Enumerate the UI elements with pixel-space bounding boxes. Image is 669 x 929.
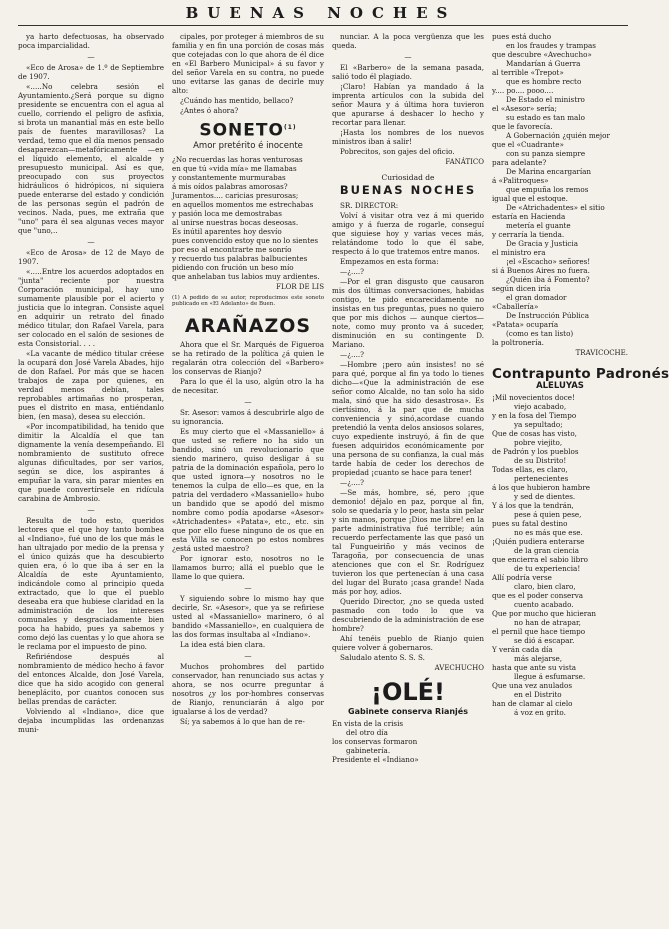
paragraph: ya harto defectuosas, ha observado poca imparcialidad. bbox=[18, 32, 164, 50]
verse-line: Que por mucho que hicieran bbox=[492, 609, 597, 618]
paragraph: «.....Entre los acuerdos adoptados en "junta" reciente por nuestra Corporación municipal, hay uno sumamente plausible por el acierto y justicia que lo integran. Consiste aquel en adquirir un retrato del finado médico titular, don Rafael Varela, para ser colocado en el salón de sesiones de esta Consistorial. . . . bbox=[18, 267, 164, 348]
verse-line: y pasión loca me demostrabas bbox=[172, 208, 282, 218]
verse-line: cuento acabado. bbox=[514, 600, 574, 609]
verse-line: claro, bien claro, bbox=[514, 582, 576, 591]
paragraph: Es muy cierto que el «Massaniello» á que usted se refiere no ha sido un bandido, sinó un revolucionario que siendo marinero, quiso desligar á su patria de la dominación española, pero lo que usted ignora—y nosotros no le tenemos la culpa de ello—es que, en la patria del verdadero «Massaniello» hubo un bandido que se apodó del mismo nombre como podía apodarse «Asesor» «Atrichadentes» «Patata», etc., etc. sin que por ello fuese ninguno de os que en esta Villa se conocen po estos nombres ¿está usted maestro? bbox=[172, 426, 324, 553]
aranazos-heading: ARAÑAZOS bbox=[184, 314, 312, 337]
paragraph: —¿....? bbox=[340, 478, 365, 487]
paragraph: nunciar. A la poca vergüenza que les queda. bbox=[332, 32, 484, 50]
verse-line: ya sepultado; bbox=[514, 420, 563, 429]
verse-line: y constantemente murmurabas bbox=[172, 172, 286, 182]
verse-line: igual que el estoque. bbox=[492, 194, 568, 203]
soneto-subtitle: Amor pretérito é inocente bbox=[193, 140, 303, 151]
paragraph: La idea está bien clara. bbox=[180, 639, 266, 649]
verse-line: pese á quien pese, bbox=[514, 510, 582, 519]
verse-line: se dió á escapar. bbox=[514, 636, 575, 645]
ole-heading: ¡OLÉ! bbox=[371, 678, 445, 706]
verse-line: De Estado el ministro bbox=[506, 95, 585, 104]
verse-line: De «Atrichadentes» el sitio bbox=[506, 203, 605, 212]
verse-line: su estado es tan malo bbox=[506, 113, 585, 122]
paragraph: —Hombre ¡pero aún insistes! no sé para qué, porque al fin ya todo lo tienes dicho—«Que la administración de ese señor como Alcalde, no tan solo ha sido mala, sinó que ha sido desastrosa». Es ciertísimo, á la par que de mucha conveniencia y sinó,acordase cuando pretendió la venta delos ansiosos solares, cuyo expediente instruyó, á fin de que fuesen adquiridos económicamente por una persona de su confianza, la cual más tarde había de ceder los derechos de propiedad ¡cuanto se hace para tener! bbox=[332, 360, 484, 477]
paragraph: Ahí tenéis pueblo de Rianjo quien quiere volver á gobernaros. bbox=[332, 634, 484, 652]
paragraph: Volviendo al «Indiano», dice que dejaba incumplidas las ordenanzas muni- bbox=[18, 707, 164, 734]
verse-line: según dicen iría bbox=[492, 284, 551, 293]
verse-line: si á Buenos Aires no fuera. bbox=[492, 266, 590, 275]
verse-line: Todas ellas, es claro, bbox=[492, 465, 568, 474]
column-2 bbox=[172, 32, 324, 924]
paragraph: Pobrecitos, son gajes del oficio. bbox=[340, 147, 455, 156]
verse-line: el pernil que hace tiempo bbox=[492, 627, 586, 636]
separator-dash: — bbox=[87, 237, 95, 246]
verse-line: ¡Mil novecientos doce! bbox=[492, 393, 575, 402]
verse-line: A Gobernación ¿quién mejor bbox=[506, 131, 610, 140]
verse-line: «Patata» ocuparía bbox=[492, 320, 559, 329]
paragraph: Muchos prohombres del partido conservador, han renunciado sus actas y ahora, se nos ocurre preguntar á nosotros ¿y los por-hombres conservas de Rianjo, renunciarán á algo por igualarse á los de verdad? bbox=[172, 661, 324, 716]
verse-line: que es hombre recto bbox=[506, 77, 582, 86]
verse-line: hasta que ante su vista bbox=[492, 663, 576, 672]
separator-dash: — bbox=[404, 52, 412, 61]
separator-dash: — bbox=[87, 505, 95, 514]
paragraph: Por ignorar esto, nosotros no le llamamos burro; allá el pueblo que le llame lo que quiera. bbox=[172, 553, 324, 581]
paragraph: ¡Claro! Habían ya mandado á la imprenta artículos con la subida del señor Maura y á última hora tuvieron que apurarse á deshacer lo hecho y recortar para llenar. bbox=[332, 82, 484, 127]
verse-line: pues convencido estoy que no lo sientes bbox=[172, 235, 319, 245]
column-1 bbox=[18, 32, 164, 924]
soneto-heading: SONETO$^{(1)}$ bbox=[199, 120, 297, 141]
verse-line: á los que hubieron hambre bbox=[492, 483, 591, 492]
verse-line: Allí podría verse bbox=[492, 573, 552, 582]
verse-line: Mandarían á Guerra bbox=[506, 59, 581, 68]
verse-line: De Instrucción Pública bbox=[506, 311, 589, 320]
masthead-rule bbox=[18, 25, 628, 26]
verse-line: estaría en Hacienda bbox=[492, 212, 566, 221]
paragraph: Ahora que el Sr. Marqués de Figueroa se ha retirado de la política ¿á quien le regalarán otra colección del «Barbero» los conservas de Rianjo? bbox=[172, 339, 324, 376]
verse-line: pues su fatal destino bbox=[492, 519, 568, 528]
verse-line: y en la fosa del Tiempo bbox=[492, 411, 577, 420]
paragraph: Sr. Asesor: vamos á descubrirle algo de su ignorancia. bbox=[172, 407, 324, 426]
verse-line: y cerraría la tienda. bbox=[492, 230, 565, 239]
verse-line: Que una vez anulados bbox=[492, 681, 573, 690]
paragraph: «Eco de Arosa» de 12 de Mayo de 1907. bbox=[18, 248, 164, 266]
verse-line: en que tú «vida mía» me llamabas bbox=[172, 163, 297, 173]
paragraph: Querido Director, ¿no se queda usted pasmado con todo lo que va descubriendo de la administración de ese hombre? bbox=[332, 597, 484, 633]
verse-line: en los fraudes y trampas bbox=[506, 41, 596, 50]
verse-line: al unirse nuestras bocas deseosas. bbox=[172, 217, 299, 227]
paragraph: Resulta de todo esto, queridos lectores que el que hoy tanto bombea al «Indiano», fué uno de los que más le han ultrajado por medio de la prensa y el único quizás que ha descubierto quien era, ó lo que iba á ser en la Alcaldía de este Ayuntamiento, indicándole como al principio queda extractado, que lo que el pueblo deseaba era que hubiese claridad en la administración de los intereses comunales y desgraciadamente bien poca ha habido, pues ya sabemos y como dejó las cuentas y lo que ahora se le reclama por el impuesto de pino. bbox=[18, 516, 164, 651]
verse-line: De Marina encargarían bbox=[506, 167, 592, 176]
paragraph: ¿Antes ó ahora? bbox=[180, 106, 239, 115]
verse-line: Presidente el «Indiano» bbox=[332, 755, 419, 764]
verse-line: el ministro era bbox=[492, 248, 546, 257]
verse-line: ¡Quién pudiera enterarse bbox=[492, 537, 585, 546]
paragraph: ¡Hasta los nombres de los nuevos ministros iban á salir! bbox=[332, 128, 484, 146]
verse-line: de tu experiencia! bbox=[514, 564, 581, 573]
verse-line: llegue á esfumarse. bbox=[514, 672, 586, 681]
paragraph: Empezamos en esta forma: bbox=[340, 257, 439, 266]
paragraph: Volví á visitar otra vez á mi querido amigo y á fuerza de rogarle, conseguí que siguiese hoy y varias veces más, relatándome todo lo que él sabe, respecto á lo que tratemos entre manos. bbox=[332, 211, 484, 256]
verse-line: Que de cosas has visto, bbox=[492, 429, 577, 438]
verse-line: la poltronería. bbox=[492, 338, 544, 347]
verse-line: ¿No recuerdas las horas venturosas bbox=[172, 154, 303, 164]
curiosidad-label: Curiosidad de bbox=[381, 173, 435, 182]
verse-line: En vista de la crisis bbox=[332, 719, 404, 728]
verse-line: Y verán cada día bbox=[492, 645, 553, 654]
verse-line: pues está ducho bbox=[492, 32, 552, 41]
verse-line: no han de atrapar, bbox=[514, 618, 581, 627]
separator-dash: — bbox=[244, 396, 252, 406]
masthead: BUENAS NOCHES bbox=[185, 4, 457, 22]
verse-line: el gran domador bbox=[506, 293, 567, 302]
verse-line: de la gran ciencia bbox=[514, 546, 580, 555]
verse-line: para adelante? bbox=[492, 158, 547, 167]
contrapunto-heading: Contrapunto Padronés bbox=[492, 366, 669, 382]
verse-line: (como es tan listo) bbox=[506, 329, 574, 338]
verse-line: Es inútil aparentes hoy desvío bbox=[172, 226, 282, 236]
fanatico-signature: FANÁTICO bbox=[445, 158, 484, 166]
avechucho-signature: AVECHUCHO bbox=[434, 664, 484, 672]
aleluyas-subtitle: ALELUYAS bbox=[536, 381, 584, 391]
paragraph: —Se más, hombre, sé, pero ¡que demonio! déjalo en paz, porque al fin, solo se quedaría y lo peor, hasta sin pelar y sin manos, porque ¡Dios me libre! en la parte administrativa fué terrible; aún recuerdo perfectamente las que pasó un tal Fungueiriño y más vecinos de Taragoña, por consecuencia de unas atenciones que con el Sr. Rodríguez tuvieron los que pertenecían á una casa del lugar del Burato ¡casa grande! Nada más por hoy, adios. bbox=[332, 488, 484, 596]
verse-line: en el Distrito bbox=[514, 690, 562, 699]
verse-line: que es el poder conserva bbox=[492, 591, 584, 600]
paragraph: Y siguiendo sobre lo mismo hay que decirle, Sr. «Asesor», que ya se refiriese usted al «Massaniello» marinero, ó al bandido «Massaniello», en cualquiera de las dos formas insultaba al «Indiano». bbox=[172, 593, 324, 639]
verse-line: á voz en grito. bbox=[514, 708, 566, 717]
paragraph: «Por incompatibilidad, ha tenido que dimitir la Alcaldía el que tan dignamente la venía desempeñando. El nombramiento de sustituto ofrece algunas dificultades, por ser varios, según se dice, los aspirantes á empuñar la vara, sin parar mientes en que puede convertírsele en ridícula carabina de Ambrosio. bbox=[18, 422, 164, 503]
verse-line: más alejarse, bbox=[514, 654, 563, 663]
verse-line: que encierra el sabio libro bbox=[492, 555, 588, 564]
verse-line: por eso al encontrarte me sonrío bbox=[172, 244, 292, 254]
verse-line: que anhelaban tus labios muy ardientes. bbox=[172, 271, 320, 281]
verse-line: de Padrón y los pueblos bbox=[492, 447, 579, 456]
paragraph: —¿....? bbox=[340, 350, 365, 359]
paragraph: cipales, por proteger á miembros de su familia y en fin una porción de cosas más que cotejadas con lo que ahora de él dice en «El Barbero Municipal» á su favor y del señor Varela en su contra, no puede uno evitarse las ganas de decirle muy alto: bbox=[172, 32, 324, 95]
verse-line: no es más que ese. bbox=[514, 528, 583, 537]
verse-line: ¡el «Escacho» señores! bbox=[506, 257, 591, 266]
verse-line: ¿Quién iba á Fomento? bbox=[506, 275, 590, 284]
verse-line: pertenecientes bbox=[514, 474, 569, 483]
paragraph: El «Barbero» de la semana pasada, salió todo él plagiado. bbox=[332, 63, 484, 81]
verse-line: del otro día bbox=[346, 728, 388, 737]
verse-line: pobre viejito, bbox=[514, 438, 563, 447]
verse-line: que le favorecía. bbox=[492, 122, 553, 131]
paragraph: Refiriéndose después al nombramiento de médico hecho á favor del entonces Alcalde, don José Varela, dice que ha sido acogido con general beneplácito, por cuantos conocen sus bellas prendas de carácter. bbox=[18, 652, 164, 706]
soneto-body bbox=[172, 155, 324, 281]
verse-line: con su panza siempre bbox=[506, 149, 586, 158]
paragraph: «La vacante de médico titular créese la ocupará don José Varela Abades, hijo de don Rafael. Por más que se hacen trabajos de zapa por quienes, en verdad menos debían, tales reprobables artimañas no prosperan, pues el distrito en masa, entiéndanlo bien, (en masa), desea su elección. bbox=[18, 349, 164, 421]
verse-line: han de clamar al cielo bbox=[492, 699, 573, 708]
column-4 bbox=[492, 32, 669, 924]
verse-line: De Gracia y Justicia bbox=[506, 239, 578, 248]
travicoche-signature: TRAVICOCHE. bbox=[575, 349, 628, 357]
verse-line: y sed de dientes. bbox=[514, 492, 576, 501]
verse-line: metería el guante bbox=[506, 221, 571, 230]
paragraph: Para lo que él la uso, algún otro la ha de necesitar. bbox=[172, 376, 324, 395]
separator-dash: — bbox=[244, 582, 252, 592]
paragraph: —¿....? bbox=[340, 267, 365, 276]
paragraph: Sí; ya sabemos á lo que han de re- bbox=[180, 716, 305, 726]
separator-dash: — bbox=[244, 650, 252, 660]
verse-line: viejo acabado, bbox=[514, 402, 567, 411]
verse-line: á mis oídos palabras amorosas? bbox=[172, 181, 288, 191]
soneto-footnote: (1) A pedido de su autor, reproducimos este soneto publicado en «El Adelanto» de Buen. bbox=[172, 294, 324, 308]
soneto-signature: FLOR DE LIS bbox=[276, 282, 324, 291]
verse-line: Y á los que la tendrán, bbox=[492, 501, 574, 510]
verse-line: y.... po.... pooo.... bbox=[492, 86, 554, 95]
verse-line: el «Asesor» sería; bbox=[492, 104, 557, 113]
paragraph: —Por el gran disgusto que causaron mis dos últimas conversaciones, habidas contigo, te pido encarecidamente no insistas en tus preguntas, pues no quiero que por mis dichos — aunque ciertos—note, como muy pronto va á suceder, disminución en su contingente D. Mariano. bbox=[332, 277, 484, 349]
paragraph: «Eco de Arosa» de 1.º de Septiembre de 1907. bbox=[18, 63, 164, 81]
verse-line: gabinetería. bbox=[346, 746, 391, 755]
paragraph: Saludalo atento S. S. S. bbox=[340, 653, 425, 662]
verse-line: que empuña los remos bbox=[506, 185, 589, 194]
gabinete-subtitle: Gabinete conserva Rianjés bbox=[348, 707, 468, 716]
verse-line: los conservas formaron bbox=[332, 737, 418, 746]
separator-dash: — bbox=[87, 52, 95, 61]
buenas-noches-heading: BUENAS NOCHES bbox=[339, 183, 477, 197]
verse-line: al terrible «Trepot» bbox=[492, 68, 564, 77]
verse-line: en aquellos momentos me estrechabas bbox=[172, 199, 314, 209]
verse-line: «Caballería» bbox=[492, 302, 539, 311]
paragraph: «.....No celebra sesión el Ayuntamiento.¿Será porque su digno presidente se encuentra con el agua al cuello, corriendo el peligro de asfixia, si brota un manantial más en este bello país de fuentes maravillosas? La verdad, temo que el día menos pensado desaparezcan—metafóricamente —en el líquido elemento, el alcalde y presupuesto municipal. Así es que, preocupado con sus proyectos hidráulicos ó hidrópicos, ni siquiera puede enterarse del estado y condición de las personas según el padrón de vecinos. Nada, pues, me extraña que "uno" para él sea algunas veces mayor que "uno,.. bbox=[18, 82, 164, 235]
verse-line: pidiendo con frución un beso mío bbox=[172, 262, 294, 272]
verse-line: de su Distrito! bbox=[514, 456, 567, 465]
verse-line: que el «Cuadrante» bbox=[492, 140, 564, 149]
verse-line: y recuerdo tus palabras balbucientes bbox=[172, 253, 308, 263]
verse-line: á «Palitroques» bbox=[492, 176, 549, 185]
paragraph: SR. DIRECTOR: bbox=[340, 201, 399, 210]
verse-line: que descubre «Avechucho» bbox=[492, 50, 592, 59]
verse-line: Juramentos.... caricias presurosas; bbox=[172, 190, 299, 200]
paragraph: ¿Cuándo has mentido, bellaco? bbox=[180, 96, 294, 105]
column-3 bbox=[332, 32, 484, 924]
